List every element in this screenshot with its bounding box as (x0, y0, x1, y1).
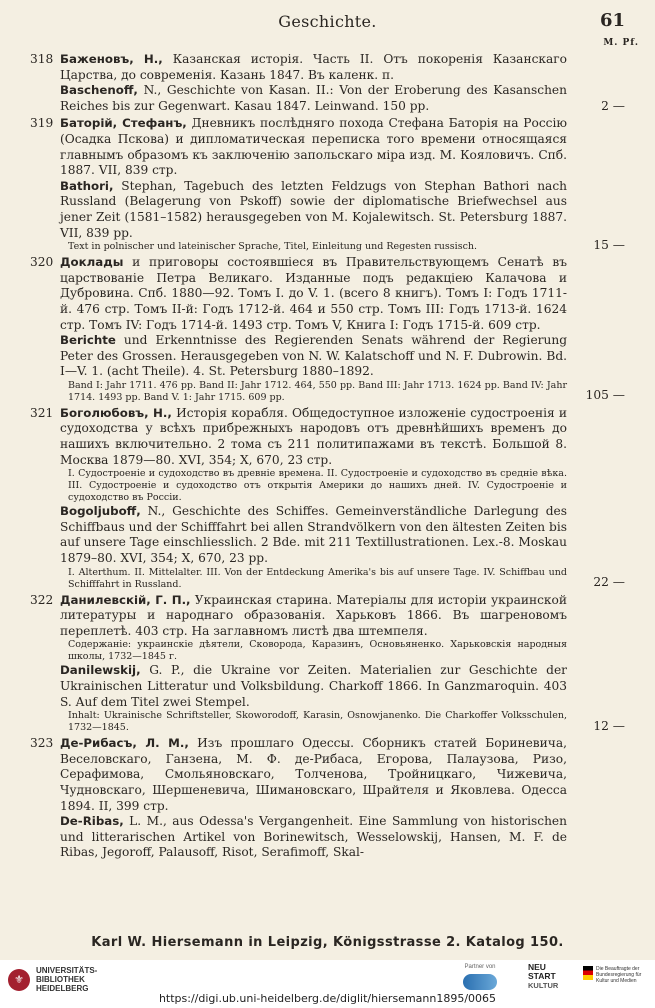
entry-text: Исторія корабля. Общедоступное изложеніе судостроенія и судоходства у всѣхъ прибрежныхъ народовъ отъ древнѣйшихъ временъ до нашихъ включительно. 2 тома съ 211 политипажами въ текстѣ. Большой 8. Москва 1879—80. XVI, 354; X, 670, 23 стр. (60, 405, 567, 467)
catalog-entries (30, 52, 625, 863)
entry-author: Де-Рибасъ, Л. М., (60, 736, 189, 751)
entry-text: Изъ прошлаго Одессы. Сборникъ статей Бориневича, Веселовскаго, Ганзена, М. Ф. де-Рибаса, Егорова, Палаузова, Ризо, Серафимова, Смольяновскаго, Толченова, Тройницкаго, Чижевича, Чудновскаго, Шершеневича, Шимановскаго, Шрайтеля и Яковлева. Одесса 1894. II, 399 стр. (60, 736, 567, 813)
library-logo-line: BIBLIOTHEK (36, 975, 85, 984)
library-logo-line: HEIDELBERG (36, 984, 89, 993)
entry-number: 322 (30, 592, 54, 607)
entry-description (60, 814, 567, 861)
catalog-entry (30, 52, 625, 114)
entry-text: und Erkenntnisse des Regierenden Senats während der Regierung Peter des Grossen. Herausgegeben von N. W. Kalatschoff und N. F. Dubrowin. Bd. I—V. 1. (acht Theile). 4. St. Petersburg 1880–1892. (60, 333, 567, 379)
entry-author: Bathori, (60, 178, 114, 193)
university-seal-icon: ⚜ (8, 969, 30, 991)
entry-price: 12 — (593, 718, 625, 733)
entry-description (60, 504, 567, 566)
entry-description (60, 333, 567, 380)
entry-contents-note: Содержаніе: украинскіе дѣятели, Сковорода, Каразинъ, Основьяненко. Харьковскія народныя школы, 1732—1845 г. (68, 639, 567, 663)
entry-price: 2 — (601, 98, 625, 113)
library-logo[interactable] (8, 966, 97, 993)
partner-label: Partner von (464, 964, 496, 970)
entry-price: 22 — (593, 575, 625, 590)
currency-unit-label: M. Pf. (603, 38, 639, 48)
entry-description (60, 52, 567, 83)
library-logo-line: UNIVERSITÄTS- (36, 966, 98, 975)
entry-note: Text in polnischer und lateinischer Sprache, Titel, Einleitung und Regesten russisch. (68, 241, 478, 253)
neustart-kultur-logo[interactable] (528, 963, 568, 990)
neustart-line: KULTUR (528, 981, 559, 990)
entry-note: Band I: Jahr 1711. 476 pp. Band II: Jahr 1712. 464, 550 pp. Band III: Jahr 1713. 1624 pp. Band IV: Jahr 1714. 1493 pp. Band V. 1: Jahr 1715. 609 pp. (68, 379, 567, 403)
entry-author: De-Ribas, (60, 814, 124, 829)
entry-number: 323 (30, 736, 54, 751)
entry-description (60, 179, 567, 241)
catalog-entry (30, 406, 625, 591)
entry-text: G. P., die Ukraine vor Zeiten. Materialien zur Geschichte der Ukrainischen Litteratur und Volksbildung. Charkoff 1866. In Ganzmaroquin. 403 S. Auf dem Titel zwei Stempel. (60, 663, 567, 709)
neustart-line: NEU (528, 962, 546, 972)
partner-logo[interactable] (450, 964, 510, 990)
catalog-footer: Karl W. Hiersemann in Leipzig, Königsstrasse 2. Katalog 150. (91, 935, 564, 950)
entry-text: и приговоры состоявшіеся въ Правительствующемъ Сенатѣ въ царствованіе Петра Великаго. Изданные подъ редакціею Калачова и Дубровина. Спб. 1880—92. Томъ I. до V. 1. (всего 8 книгъ). Томъ I: Годъ 1711-й. 476 стр. Томъ II-й: Годъ 1712-й. 464 и 550 стр. Томъ III: Годъ 1713-й. 1624 стр. Томъ IV: Годъ 1714-й. 1493 стр. Томъ V, Книга I: Годъ 1715-й. 609 стр. (60, 255, 567, 332)
entry-contents-note: I. Судостроеніе и судоходство въ древніе времена. II. Судостроеніе и судоходство въ средніе вѣка. III. Судостроеніе и судоходство отъ открытія Америки до нашихъ дней. IV. Судостроеніе и судоходство въ Россіи. (68, 468, 567, 504)
entry-description (60, 736, 567, 814)
german-flag-icon (583, 966, 593, 980)
entry-author: Baschenoff, (60, 83, 138, 98)
entry-text: Украинская старина. Матеріалы для исторіи украинской литературы и народнаго образованія. Харьковъ 1866. Въ шагреновомъ переплетѣ. 403 стр. На заглавномъ листѣ два штемпеля. (60, 592, 567, 638)
bkm-text: Die Beauftragte der Bundesregierung für Kultur und Medien (596, 966, 642, 984)
entry-description (60, 593, 567, 640)
entry-text: N., Geschichte des Schiffes. Gemeinverständliche Darlegung des Schiffbaus und der Schifffahrt bei allen Strandvölkern von den ältesten Zeiten bis auf unsere Tage einschliesslich. 2 Bde. mit 211 Textillustrationen. Lex.-8. Moskau 1879–80. XVI, 354; X, 670, 23 pp. (60, 504, 567, 566)
entry-price: 15 — (593, 237, 625, 252)
entry-text: Stephan, Tagebuch des letzten Feldzugs von Stephan Bathori nach Russland (Belagerung von Pskoff) sowie der diplomatische Briefwechsel aus jener Zeit (1581–1582) herausgegeben von M. Kojalewitsch. St. Petersburg 1887. VII, 839 pp. (60, 178, 567, 240)
catalog-entry (30, 116, 625, 253)
entry-author: Berichte (60, 333, 116, 348)
entry-author: Боголюбовъ, Н., (60, 405, 172, 420)
catalog-entry (30, 593, 625, 735)
entry-text: Казанская исторія. Часть II. Отъ покоренія Казанскаго Царства, до современія. Казань 1847. Въ каленк. п. (60, 52, 568, 82)
catalog-entry (30, 736, 625, 861)
entry-description (60, 406, 567, 468)
entry-author: Баженовъ, Н., (60, 52, 163, 66)
page-url[interactable]: https://digi.ub.uni-heidelberg.de/diglit/hiersemann1895/0065 (158, 992, 497, 1005)
entry-number: 321 (30, 405, 54, 420)
entry-author: Danilewskij, (60, 663, 141, 678)
entry-description (60, 83, 567, 114)
partner-mark-icon (463, 974, 497, 990)
entry-text: L. M., aus Odessa's Vergangenheit. Eine Sammlung von historischen und litterarischen Artikel von Borinewitsch, Wesselowskij, Hansen, M. F. de Ribas, Jegoroff, Palausoff, Risot, Serafimoff, Skal- (60, 814, 567, 860)
entry-description (60, 255, 567, 333)
entry-author: Данилевскій, Г. П., (60, 592, 191, 607)
bkm-logo[interactable] (583, 966, 653, 984)
entry-author: Доклады (60, 255, 124, 270)
entry-note: I. Alterthum. II. Mittelalter. III. Von der Entdeckung Amerika's bis auf unsere Tage. IV. Schiffbau und Schifffahrt in Russland. (68, 566, 567, 590)
catalog-entry (30, 255, 625, 404)
entry-note: Inhalt: Ukrainische Schriftsteller, Skoworodoff, Karasin, Osnowjanenko. Die Charkoffer Volksschulen, 1732—1845. (68, 710, 567, 734)
entry-author: Баторій, Стефанъ, (60, 116, 187, 131)
entry-description (60, 663, 567, 710)
page-number: 61 (599, 10, 625, 31)
entry-number: 319 (30, 116, 54, 131)
neustart-line: START (528, 971, 556, 981)
entry-number: 318 (30, 52, 54, 66)
entry-author: Bogoljuboff, (60, 504, 141, 519)
entry-text: Дневникъ послѣдняго похода Стефана Баторія на Россію (Осадка Пскова) и дипломатическая переписка того времени относящаяся главнымъ образомъ къ заключенію запольскаго міра изд. М. Кояловичъ. Спб. 1887. VII, 839 стр. (60, 116, 567, 178)
section-title: Geschichte. (278, 12, 377, 31)
entry-price: 105 — (585, 388, 625, 403)
entry-number: 320 (30, 255, 54, 270)
entry-text: N., Geschichte von Kasan. II.: Von der Eroberung des Kasanschen Reiches bis zur Gegenwart. Kasau 1847. Leinwand. 150 pp. (60, 83, 567, 113)
entry-description (60, 116, 567, 178)
